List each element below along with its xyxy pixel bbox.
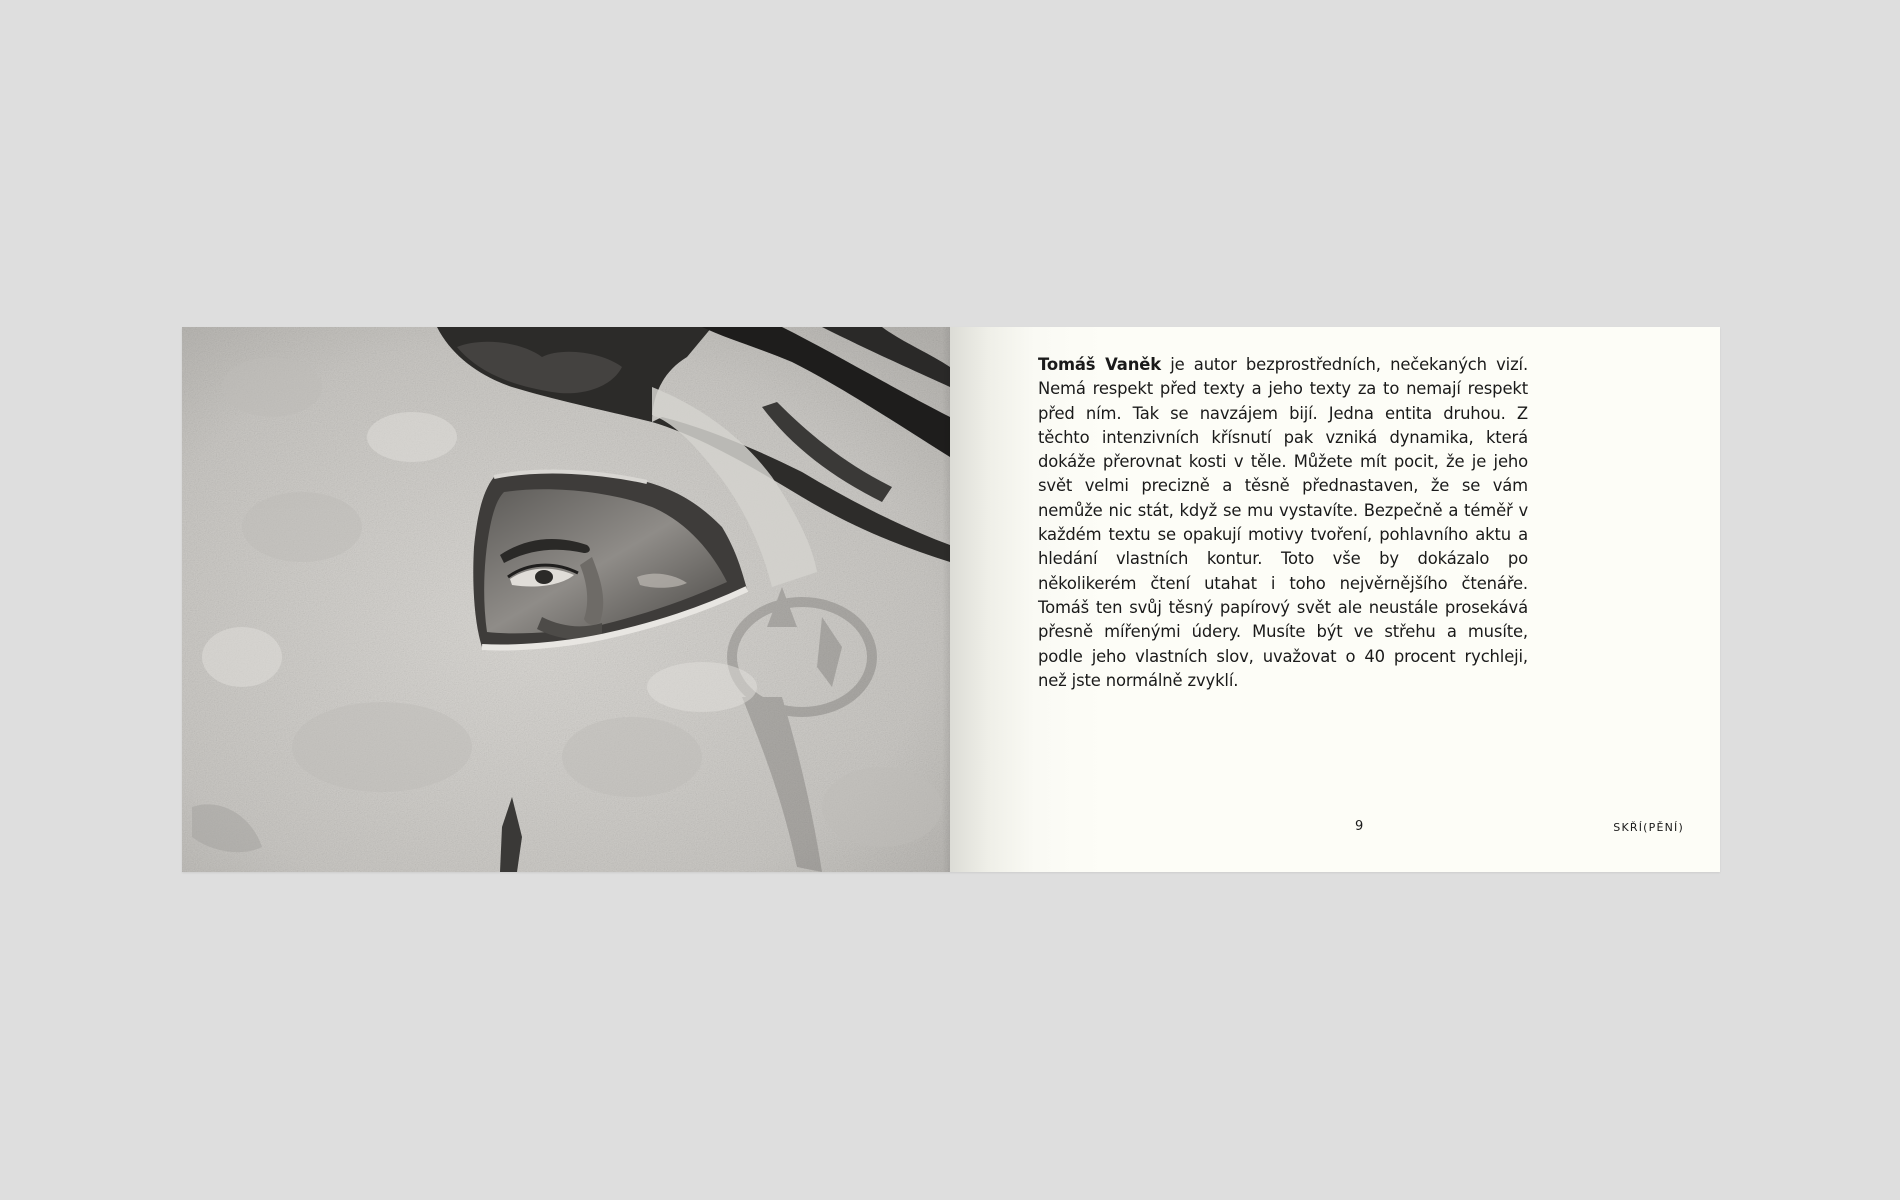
- author-name: Tomáš Vaněk: [1038, 355, 1161, 374]
- torn-poster-photo: [182, 327, 950, 872]
- gutter-shadow: [942, 327, 950, 872]
- photo-page: [182, 327, 950, 872]
- page-number: 9: [1355, 819, 1364, 834]
- paragraph-text: je autor bezprostředních, nečekaných vizí. Nemá respekt před texty a jeho texty za to nemají respekt před ním. Tak se navzájem bijí. Jedna entita druhou. Z těchto intenzivních křísnutí pak vzniká dynamika, která dokáže přerovnat kosti v těle. Můžete mít pocit, že je jeho svět velmi precizně a těsně přednastaven, že se vám nemůže nic stát, když se mu vystavíte. Bezpečně a téměř v každém textu se opakují motivy tvoření, pohlavního aktu a hledání vlastních kontur. Toto vše by dokázalo po několikerém čtení utahat i toho nejvěrnějšího čtenáře. Tomáš ten svůj těsný papírový svět ale neustále prosekává přesně mířenými údery. Musíte být ve střehu a musíte, podle jeho vlastních slov, uvažovat o 40 procent rychleji, než jste normálně zvyklí.: [1038, 355, 1529, 690]
- book-spread: [182, 327, 1720, 872]
- running-title: SKŘÍ(PĚNÍ): [1613, 821, 1684, 834]
- text-page: [950, 327, 1720, 872]
- body-paragraph: [1038, 353, 1528, 693]
